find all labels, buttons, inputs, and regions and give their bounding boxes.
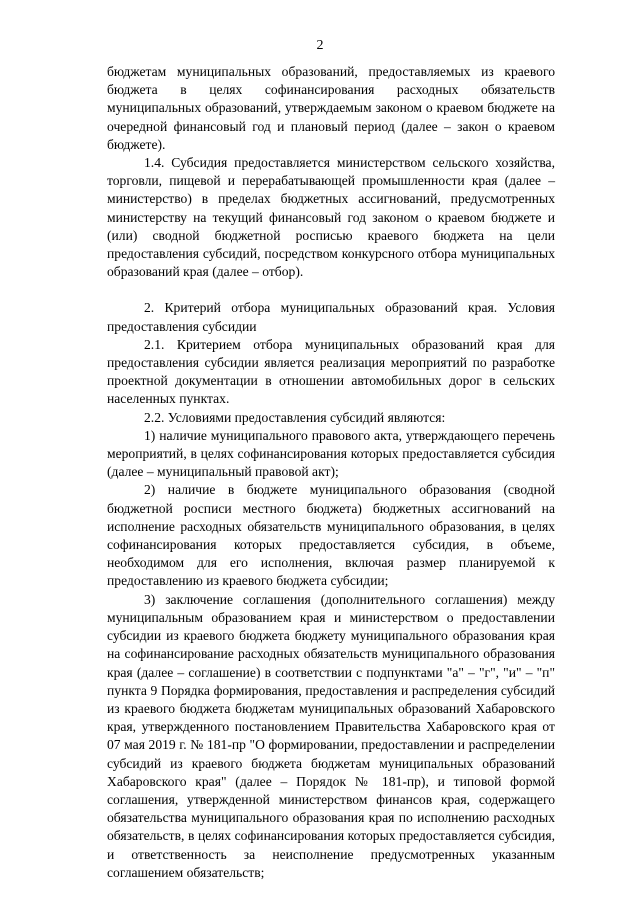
section-heading-2: 2. Критерий отбора муниципальных образований края. Условия предоставления субсидии: [107, 300, 555, 334]
section-gap: [107, 281, 555, 299]
list-item-1: 1) наличие муниципального правового акта, утверждающего перечень мероприятий, в целях софинансирования которых предоставляется субсидия (далее – муниципальный правовой акт);: [107, 427, 555, 480]
document-body: [107, 63, 555, 882]
list-item-2: 2) наличие в бюджете муниципального образования (сводной бюджетной росписи местного бюджета) бюджетных ассигнований на исполнение расходных обязательств муниципального образования, в целях софинансирования которых предоставляется субсидия, в объеме, необходимом для его исполнения, включая размер планируемой к предоставлению из краевого бюджета субсидии;: [107, 482, 555, 589]
paragraph-2-1: 2.1. Критерием отбора муниципальных образований края для предоставления субсидии является реализация мероприятий по разработке проектной документации в отношении автомобильных дорог в сельских населенных пунктах.: [107, 336, 555, 407]
page-number: 2: [316, 38, 324, 53]
paragraph-2-2: 2.2. Условиями предоставления субсидий являются:: [144, 409, 446, 425]
list-item-3: 3) заключение соглашения (дополнительного соглашения) между муниципальным образованием края и министерством о предоставлении субсидии из краевого бюджета бюджету муниципального образования края на софинансирование расходных обязательств муниципального образования края (далее – соглашение) в соответствии с подпунктами "а" – "г", "и" – "п" пункта 9 Порядка формирования, предоставления и распределения субсидий из краевого бюджета бюджетам муниципальных образований Хабаровского края, утвержденного постановлением Правительства Хабаровского края от 07 мая 2019 г. № 181-пр "О формировании, предоставлении и распределении субсидий из краевого бюджета бюджетам муниципальных образований Хабаровского края" (далее – Порядок № 181-пр), и типовой формой соглашения, утвержденной министерством финансов края, содержащего обязательства муниципального образования края по исполнению расходных обязательств, в целях софинансирования которых предоставляется субсидия, и ответственность за неисполнение предусмотренных указанным соглашением обязательств;: [107, 591, 555, 880]
paragraph-continuation: бюджетам муниципальных образований, предоставляемых из краевого бюджета в целях софинансирования расходных обязательств муниципальных образований, утверждаемым законом о краевом бюджете на очередной финансовый год и плановый период (далее – закон о краевом бюджете).: [107, 64, 555, 152]
paragraph-1-4: 1.4. Субсидия предоставляется министерством сельского хозяйства, торговли, пищевой и перерабатывающей промышленности края (далее – министерство) в пределах бюджетных ассигнований, предусмотренных министерству на текущий финансовый год законом о краевом бюджете и (или) сводной бюджетной росписью краевого бюджета на цели предоставления субсидий, посредством конкурсного отбора муниципальных образований края (далее – отбор).: [107, 155, 555, 280]
